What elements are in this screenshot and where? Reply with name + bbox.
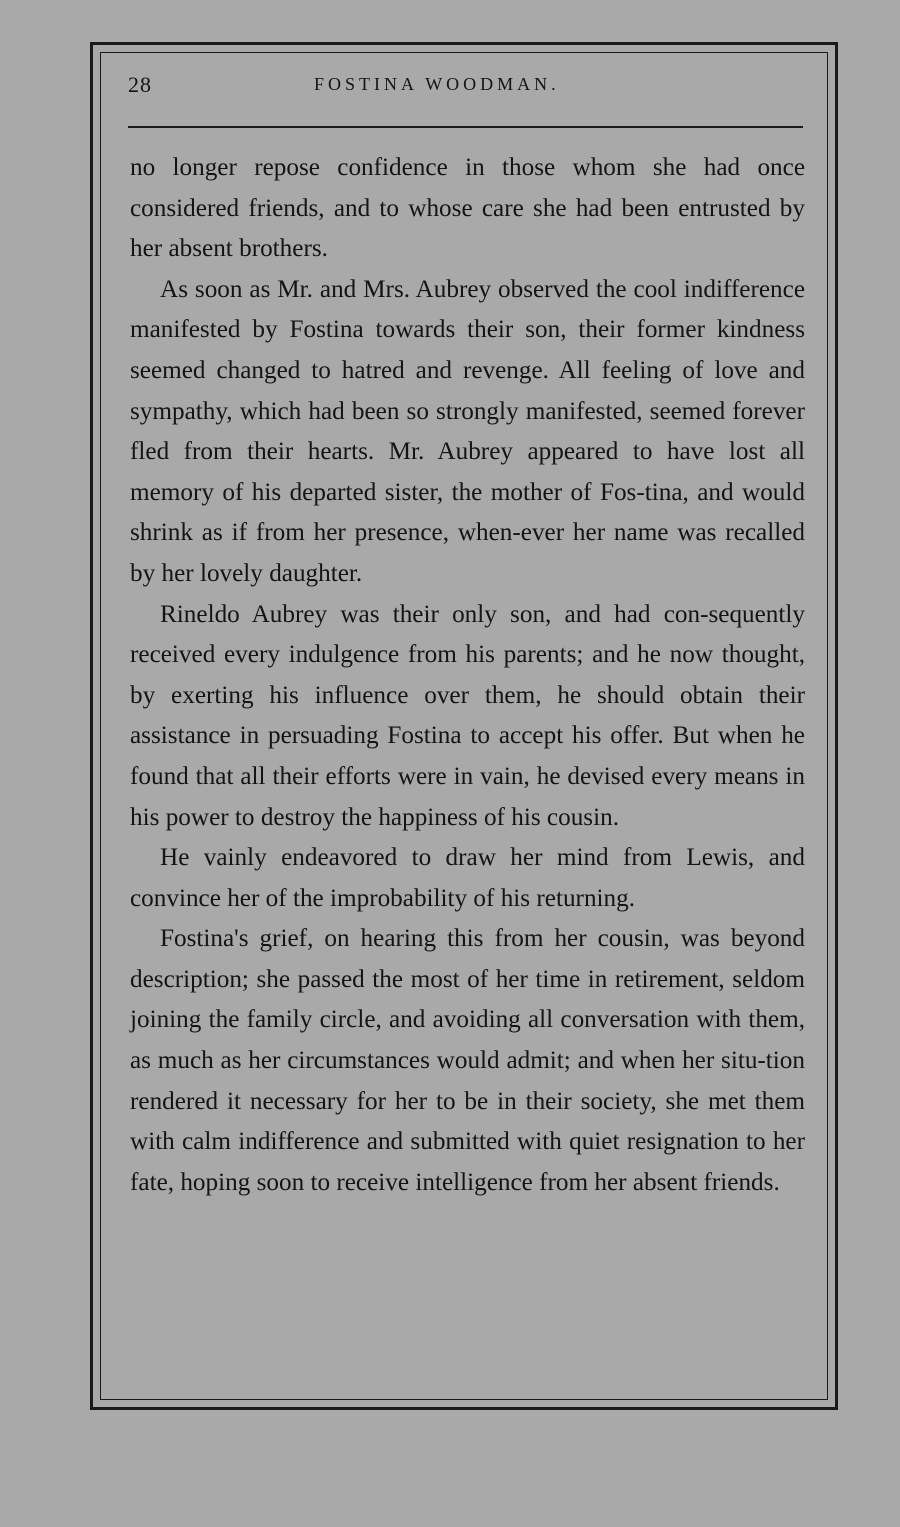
running-header	[128, 70, 804, 106]
running-title: FOSTINA WOODMAN.	[314, 74, 560, 94]
paragraph: He vainly endeavored to draw her mind from Lewis, and convince her of the improbability of his returning.	[130, 844, 805, 912]
paragraph: no longer repose confidence in those whom she had once considered friends, and to whose care she had been entrusted by her absent brothers.	[130, 154, 805, 263]
page-number: 28	[128, 72, 152, 97]
header-rule	[128, 126, 803, 128]
paragraph: As soon as Mr. and Mrs. Aubrey observed the cool indifference manifested by Fostina towards their son, their former kindness seemed changed to hatred and revenge. All feeling of love and sympathy, which had been so strongly manifested, seemed forever fled from their hearts. Mr. Aubrey appeared to have lost all memory of his departed sister, the mother of Fos-tina, and would shrink as if from her presence, when-ever her name was recalled by her lovely daughter.	[130, 275, 805, 587]
body-text	[130, 148, 805, 1203]
paragraph: Rineldo Aubrey was their only son, and had con-sequently received every indulgence from his parents; and he now thought, by exerting his influence over them, he should obtain their assistance in persuading Fostina to accept his offer. But when he found that all their efforts were in vain, he devised every means in his power to destroy the happiness of his cousin.	[130, 600, 805, 831]
paragraph: Fostina's grief, on hearing this from her cousin, was beyond description; she passed the most of her time in retirement, seldom joining the family circle, and avoiding all conversation with them, as much as her circumstances would admit; and when her situ-tion rendered it necessary for her to be in their society, she met them with calm indifference and submitted with quiet resignation to her fate, hoping soon to receive intelligence from her absent friends.	[130, 925, 805, 1196]
